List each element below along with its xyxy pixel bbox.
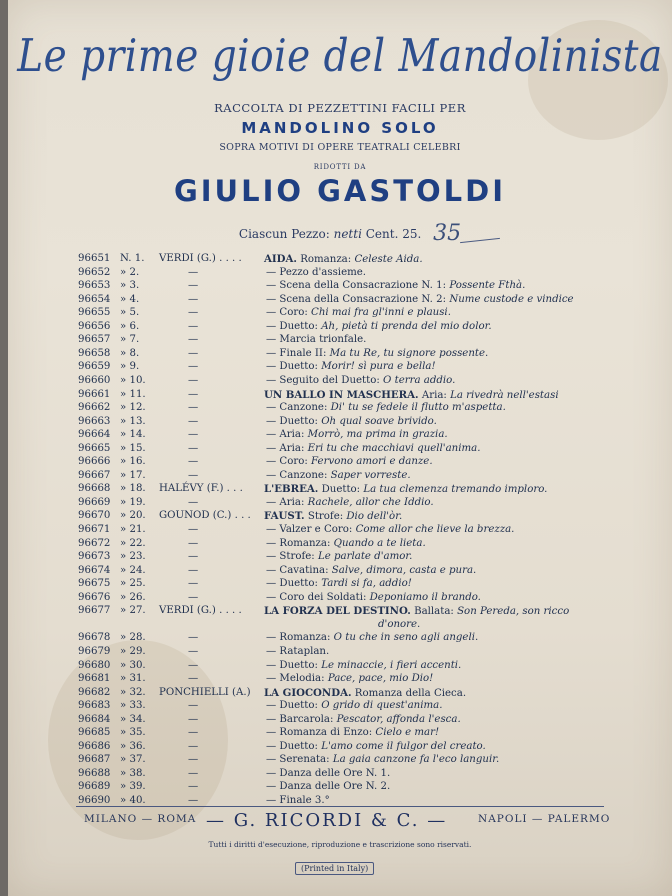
- list-item: [8, 537, 672, 551]
- piece-incipit: Quando a te lieta.: [333, 537, 426, 549]
- piece-incipit: O grido di quest'anima.: [321, 700, 443, 712]
- piece-description: [266, 659, 461, 673]
- piece-number: » 7.: [120, 334, 140, 346]
- piece-number: » 31.: [120, 673, 146, 685]
- list-item: [8, 333, 672, 347]
- piece-type: Ballata:: [414, 606, 458, 618]
- catalog-number: 96679: [78, 645, 111, 657]
- composer-name: GOUNOD (C.) . . .: [159, 510, 251, 522]
- piece-type: Aria:: [421, 389, 451, 401]
- piece-description: [266, 550, 412, 564]
- opera-title: LA FORZA DEL DESTINO.: [264, 605, 411, 618]
- piece-number: » 38.: [120, 767, 146, 779]
- catalog-number: 96668: [78, 483, 111, 495]
- subtitle-motifs: SOPRA MOTIVI DI OPERE TEATRALI CELEBRI: [219, 142, 461, 153]
- list-item: [8, 455, 672, 469]
- piece-number: » 2.: [120, 266, 140, 278]
- piece-number: » 26.: [120, 591, 146, 603]
- piece-incipit: Chi mai fra gl'inni e plausi.: [311, 307, 451, 319]
- piece-type: — Finale 3.°: [266, 795, 330, 806]
- piece-description: [266, 320, 492, 334]
- piece-number: » 13.: [120, 415, 146, 427]
- list-item: [8, 740, 672, 754]
- opera-title: UN BALLO IN MASCHERA.: [264, 388, 419, 401]
- piece-number: » 29.: [120, 645, 146, 657]
- list-item: [8, 564, 672, 578]
- piece-number: » 10.: [120, 374, 146, 386]
- piece-number: » 22.: [120, 537, 146, 549]
- list-item: [8, 767, 672, 781]
- composer-name: —: [188, 469, 199, 481]
- piece-incipit: d'onore.: [378, 618, 421, 630]
- composer-name: —: [188, 645, 199, 657]
- composer-name: —: [188, 727, 199, 739]
- handwritten-price: 35: [433, 221, 462, 246]
- piece-number: » 34.: [120, 713, 146, 725]
- piece-description: [266, 753, 499, 767]
- list-item: [8, 686, 672, 700]
- piece-type: — Duetto:: [266, 415, 322, 427]
- price-line: [18, 221, 672, 246]
- catalog-number: 96672: [78, 537, 111, 549]
- piece-number: » 24.: [120, 564, 146, 576]
- piece-description: [266, 672, 433, 686]
- piece-type: — Canzone:: [266, 402, 331, 414]
- list-item: [8, 577, 672, 591]
- list-item: [8, 266, 672, 280]
- catalog-number: 96656: [78, 320, 111, 332]
- piece-description: [266, 469, 411, 483]
- piece-incipit: Eri tu che macchiavi quell'anima.: [307, 442, 481, 454]
- piece-type: — Duetto:: [266, 700, 322, 712]
- catalog-number: 96690: [78, 795, 111, 806]
- piece-incipit: La tua clemenza tremando imploro.: [363, 484, 548, 496]
- list-item: [8, 374, 672, 388]
- piece-incipit: Pace, pace, mio Dio!: [327, 673, 434, 685]
- catalog-number: 96689: [78, 781, 111, 793]
- piece-type: — Duetto:: [266, 320, 322, 332]
- catalog-number: 96686: [78, 740, 111, 752]
- piece-type: — Danza delle Ore N. 1.: [266, 767, 391, 779]
- list-item: [8, 618, 672, 632]
- opera-title: FAUST.: [264, 510, 305, 523]
- composer-name: —: [188, 334, 199, 346]
- piece-number: N. 1.: [120, 253, 145, 264]
- composer-name: —: [188, 307, 199, 319]
- piece-type: — Coro:: [266, 307, 312, 319]
- composer-name: —: [188, 781, 199, 793]
- catalog-number: 96676: [78, 591, 111, 603]
- piece-description: [266, 577, 412, 591]
- piece-number: » 36.: [120, 740, 146, 752]
- piece-type: — Melodia:: [266, 673, 328, 685]
- catalog-number: 96651: [78, 253, 111, 264]
- piece-number: » 5.: [120, 307, 140, 319]
- arranger-name: GIULIO GASTOLDI: [173, 174, 507, 208]
- catalog-number: 96688: [78, 767, 111, 779]
- footer-cities-right: NAPOLI — PALERMO: [478, 813, 611, 825]
- piece-number: » 12.: [120, 402, 146, 414]
- piece-description: [266, 401, 506, 415]
- list-item: [8, 428, 672, 442]
- composer-name: —: [188, 632, 199, 644]
- piece-type: — Duetto:: [266, 578, 322, 590]
- piece-number: » 27.: [120, 605, 146, 617]
- list-item: [8, 726, 672, 740]
- piece-number: » 15.: [120, 442, 146, 454]
- piece-incipit: Le minaccie, i fieri accenti.: [321, 659, 462, 671]
- composer-name: —: [188, 293, 199, 305]
- piece-type: — Danza delle Ore N. 2.: [266, 781, 391, 793]
- composer-name: —: [188, 700, 199, 712]
- catalog-number: 96675: [78, 578, 111, 590]
- piece-incipit: Cielo e mar!: [375, 727, 440, 739]
- composer-name: —: [188, 496, 199, 508]
- piece-incipit: Tardi si fa, addio!: [321, 578, 412, 590]
- piece-type: — Romanza:: [266, 537, 334, 549]
- list-item: [8, 469, 672, 483]
- piece-incipit: Ah, pietà ti prenda del mio dolor.: [321, 320, 492, 332]
- composer-name: VERDI (G.) . . . .: [159, 253, 242, 264]
- piece-incipit: Rachele, allor che Iddio.: [307, 496, 434, 508]
- price-label: Ciascun Pezzo:: [238, 227, 330, 241]
- piece-description: [266, 496, 434, 510]
- piece-type: — Valzer e Coro:: [266, 524, 356, 535]
- footer-cities-left: MILANO — ROMA: [84, 813, 197, 825]
- opera-title: L'EBREA.: [264, 483, 319, 496]
- piece-number: » 35.: [120, 727, 146, 739]
- composer-name: —: [188, 347, 199, 359]
- piece-type: — Coro dei Soldati:: [266, 591, 370, 603]
- list-item: [8, 415, 672, 429]
- piece-type: — Rataplan.: [266, 645, 330, 657]
- catalog-number: 96653: [78, 280, 111, 292]
- piece-type: — Pezzo d'assieme.: [266, 266, 367, 278]
- piece-description: [266, 266, 366, 280]
- piece-number: » 8.: [120, 347, 140, 359]
- composer-name: —: [188, 320, 199, 332]
- piece-incipit: Di' tu se fedele il flutto m'aspetta.: [330, 402, 506, 414]
- catalog-number: 96674: [78, 564, 111, 576]
- piece-type: — Strofe:: [266, 551, 318, 563]
- catalog-number: 96683: [78, 700, 111, 712]
- catalog-number: 96662: [78, 402, 111, 414]
- catalog-number: 96678: [78, 632, 111, 644]
- piece-type: — Cavatina:: [266, 564, 332, 576]
- piece-description: [266, 645, 329, 659]
- list-item: [8, 279, 672, 293]
- list-item: [8, 699, 672, 713]
- piece-incipit: La gaia canzone fa l'eco languir.: [332, 754, 500, 766]
- list-item: [8, 659, 672, 673]
- piece-number: » 30.: [120, 659, 146, 671]
- piece-description: [266, 306, 451, 320]
- piece-description: [266, 523, 514, 537]
- list-item: [8, 780, 672, 794]
- piece-incipit: O tu che in seno agli angeli.: [333, 632, 479, 644]
- composer-name: —: [188, 551, 199, 563]
- sheet-music-cover: [8, 0, 672, 896]
- piece-type: — Marcia trionfale.: [266, 334, 367, 346]
- list-item: [8, 347, 672, 361]
- piece-number: » 21.: [120, 524, 146, 535]
- composer-name: —: [188, 591, 199, 603]
- piece-number: » 6.: [120, 320, 140, 332]
- composer-name: —: [188, 673, 199, 685]
- piece-description: [266, 279, 525, 293]
- piece-description: [266, 713, 461, 727]
- piece-description: [266, 374, 455, 388]
- piece-incipit: Possente Fthà.: [449, 280, 526, 292]
- piece-type: — Duetto:: [266, 659, 322, 671]
- catalog-number: 96687: [78, 754, 111, 766]
- list-item: [8, 523, 672, 537]
- catalog-number: 96671: [78, 524, 111, 535]
- piece-number: » 9.: [120, 361, 140, 373]
- piece-number: » 37.: [120, 754, 146, 766]
- piece-number: » 19.: [120, 496, 146, 508]
- piece-type: — Finale II:: [266, 347, 330, 359]
- composer-name: —: [188, 767, 199, 779]
- piece-incipit: Dio dell'òr.: [346, 511, 403, 523]
- piece-incipit: Fervono amori e danze.: [311, 456, 433, 468]
- composer-name: —: [188, 415, 199, 427]
- piece-type: — Scena della Consacrazione N. 1:: [266, 280, 450, 292]
- list-item: [8, 496, 672, 510]
- piece-description: [266, 726, 439, 740]
- piece-incipit: Come allor che lieve la brezza.: [355, 524, 515, 535]
- catalog-number: 96655: [78, 307, 111, 319]
- publisher-name: — G. RICORDI & C. —: [206, 810, 448, 831]
- piece-type: — Canzone:: [266, 469, 331, 481]
- composer-name: —: [188, 280, 199, 292]
- piece-number: » 25.: [120, 578, 146, 590]
- piece-type: — Scena della Consacrazione N. 2:: [266, 293, 450, 305]
- piece-type: Romanza:: [300, 254, 355, 265]
- piece-incipit: Pescator, affonda l'esca.: [336, 713, 461, 725]
- catalog-number: 96684: [78, 713, 111, 725]
- list-item: [8, 672, 672, 686]
- list-item: [8, 509, 672, 523]
- list-item: [8, 442, 672, 456]
- catalog-number: 96658: [78, 347, 111, 359]
- composer-name: —: [188, 524, 199, 535]
- piece-number: » 17.: [120, 469, 146, 481]
- piece-number: » 40.: [120, 795, 146, 806]
- catalog-number: 96654: [78, 293, 111, 305]
- composer-name: —: [188, 754, 199, 766]
- piece-type: — Romanza di Enzo:: [266, 727, 376, 739]
- catalog-number: 96669: [78, 496, 111, 508]
- piece-type: — Duetto:: [266, 740, 322, 752]
- piece-number: » 3.: [120, 280, 140, 292]
- piece-type: — Seguito del Duetto:: [266, 374, 384, 386]
- piece-type: — Romanza:: [266, 632, 334, 644]
- composer-name: VERDI (G.) . . . .: [159, 605, 242, 617]
- catalog-number: 96673: [78, 551, 111, 563]
- piece-type: — Aria:: [266, 429, 308, 441]
- catalog-number: 96652: [78, 266, 111, 278]
- catalog-number: 96663: [78, 415, 111, 427]
- list-item: [8, 482, 672, 496]
- price-value: Cent. 25.: [365, 227, 422, 241]
- list-item: [8, 713, 672, 727]
- piece-incipit: Morir! sì pura e bella!: [321, 361, 436, 373]
- list-item: [8, 591, 672, 605]
- catalog-number: 96667: [78, 469, 111, 481]
- piece-number: » 28.: [120, 632, 146, 644]
- piece-number: » 32.: [120, 686, 146, 698]
- piece-incipit: La rivedrà nell'estasi: [450, 389, 559, 401]
- piece-description: [266, 767, 390, 781]
- catalog-number: 96665: [78, 442, 111, 454]
- piece-description: [266, 631, 478, 645]
- piece-description: [266, 442, 480, 456]
- list-item: [8, 252, 672, 266]
- opera-title: LA GIOCONDA.: [264, 686, 352, 699]
- composer-name: —: [188, 659, 199, 671]
- piece-type: — Aria:: [266, 496, 308, 508]
- piece-type: — Aria:: [266, 442, 308, 454]
- piece-type: — Duetto:: [266, 361, 322, 373]
- piece-description: [378, 618, 420, 632]
- piece-number: » 33.: [120, 700, 146, 712]
- composer-name: —: [188, 388, 199, 400]
- piece-number: » 4.: [120, 293, 140, 305]
- composer-name: —: [188, 402, 199, 414]
- piece-incipit: Morrò, ma prima in grazia.: [307, 429, 448, 441]
- footer-rule: [76, 806, 604, 807]
- list-item: [8, 320, 672, 334]
- list-item: [8, 306, 672, 320]
- piece-description: [266, 333, 366, 347]
- subtitle-instrument: MANDOLINO SOLO: [241, 119, 439, 137]
- piece-number: » 23.: [120, 551, 146, 563]
- list-item: [8, 550, 672, 564]
- catalog-number: 96682: [78, 686, 111, 698]
- piece-description: [266, 428, 448, 442]
- composer-name: —: [188, 740, 199, 752]
- list-item: [8, 604, 672, 618]
- piece-number: » 11.: [120, 388, 146, 400]
- price-netti: netti: [333, 227, 362, 241]
- piece-type: — Barcarola:: [266, 713, 337, 725]
- rights-notice: Tutti i diritti d'esecuzione, riproduzione e trascrizione sono riservati.: [208, 840, 472, 849]
- piece-type: Duetto:: [321, 484, 364, 496]
- piece-incipit: Celeste Aida.: [354, 254, 423, 265]
- catalog-number: 96666: [78, 456, 111, 468]
- piece-description: [266, 537, 426, 551]
- composer-name: —: [188, 564, 199, 576]
- catalog-number: 96660: [78, 374, 111, 386]
- composer-name: —: [188, 361, 199, 373]
- piece-incipit: O terra addio.: [383, 374, 456, 386]
- piece-incipit: Salve, dimora, casta e pura.: [331, 564, 477, 576]
- subtitle-collection: RACCOLTA DI PEZZETTINI FACILI PER: [214, 101, 466, 115]
- piece-description: [266, 415, 437, 429]
- piece-description: [266, 780, 390, 794]
- piece-number: » 39.: [120, 781, 146, 793]
- list-item: [8, 360, 672, 374]
- catalog-number: 96677: [78, 605, 111, 617]
- list-item: [8, 293, 672, 307]
- printed-in-italy: (Printed in Italy): [295, 862, 374, 875]
- composer-name: —: [188, 429, 199, 441]
- piece-type: Strofe:: [307, 511, 347, 523]
- piece-incipit: Le parlate d'amor.: [317, 551, 413, 563]
- piece-number: » 18.: [120, 483, 146, 495]
- piece-description: [266, 293, 574, 307]
- piece-description: [266, 455, 433, 469]
- piece-incipit: Nume custode e vindice: [449, 293, 574, 305]
- piece-incipit: Son Pereda, son ricco: [457, 606, 570, 618]
- catalog-number: 96661: [78, 388, 111, 400]
- catalog-number: 96670: [78, 510, 111, 522]
- piece-description: [266, 360, 436, 374]
- piece-type: — Serenata:: [266, 754, 333, 766]
- catalog-number: 96659: [78, 361, 111, 373]
- list-item: [8, 753, 672, 767]
- composer-name: —: [188, 374, 199, 386]
- piece-type: — Coro:: [266, 456, 312, 468]
- composer-name: —: [188, 795, 199, 806]
- composer-name: —: [188, 266, 199, 278]
- list-item: [8, 388, 672, 402]
- composer-name: —: [188, 578, 199, 590]
- composer-name: —: [188, 456, 199, 468]
- catalog-number: 96685: [78, 727, 111, 739]
- catalog-number: 96664: [78, 429, 111, 441]
- list-item: [8, 645, 672, 659]
- piece-type: Romanza della Cieca.: [354, 687, 467, 699]
- piece-number: » 16.: [120, 456, 146, 468]
- composer-name: —: [188, 713, 199, 725]
- piece-number: » 20.: [120, 510, 146, 522]
- composer-name: —: [188, 442, 199, 454]
- composer-name: PONCHIELLI (A.): [159, 686, 251, 698]
- catalog-number: 96681: [78, 673, 111, 685]
- piece-description: [266, 564, 476, 578]
- subtitle-reduced-by: RIDOTTI DA: [313, 163, 367, 171]
- piece-description: [266, 740, 486, 754]
- piece-incipit: Saper vorreste.: [330, 469, 411, 481]
- piece-incipit: Oh qual soave brivido.: [321, 415, 437, 427]
- piece-description: [266, 591, 481, 605]
- opera-title: AIDA.: [264, 253, 297, 265]
- catalog-number: 96657: [78, 334, 111, 346]
- piece-incipit: L'amo come il fulgor del creato.: [321, 740, 486, 752]
- page-title: Le prime gioie del Mandolinista: [17, 30, 663, 83]
- composer-name: HALÉVY (F.) . . .: [159, 483, 243, 495]
- catalog-number: 96680: [78, 659, 111, 671]
- list-item: [8, 631, 672, 645]
- piece-incipit: Deponiamo il brando.: [369, 591, 481, 603]
- piece-number: » 14.: [120, 429, 146, 441]
- piece-description: [266, 699, 442, 713]
- composer-name: —: [188, 537, 199, 549]
- piece-incipit: Ma tu Re, tu signore possente.: [329, 347, 489, 359]
- piece-description: [266, 347, 488, 361]
- list-item: [8, 401, 672, 415]
